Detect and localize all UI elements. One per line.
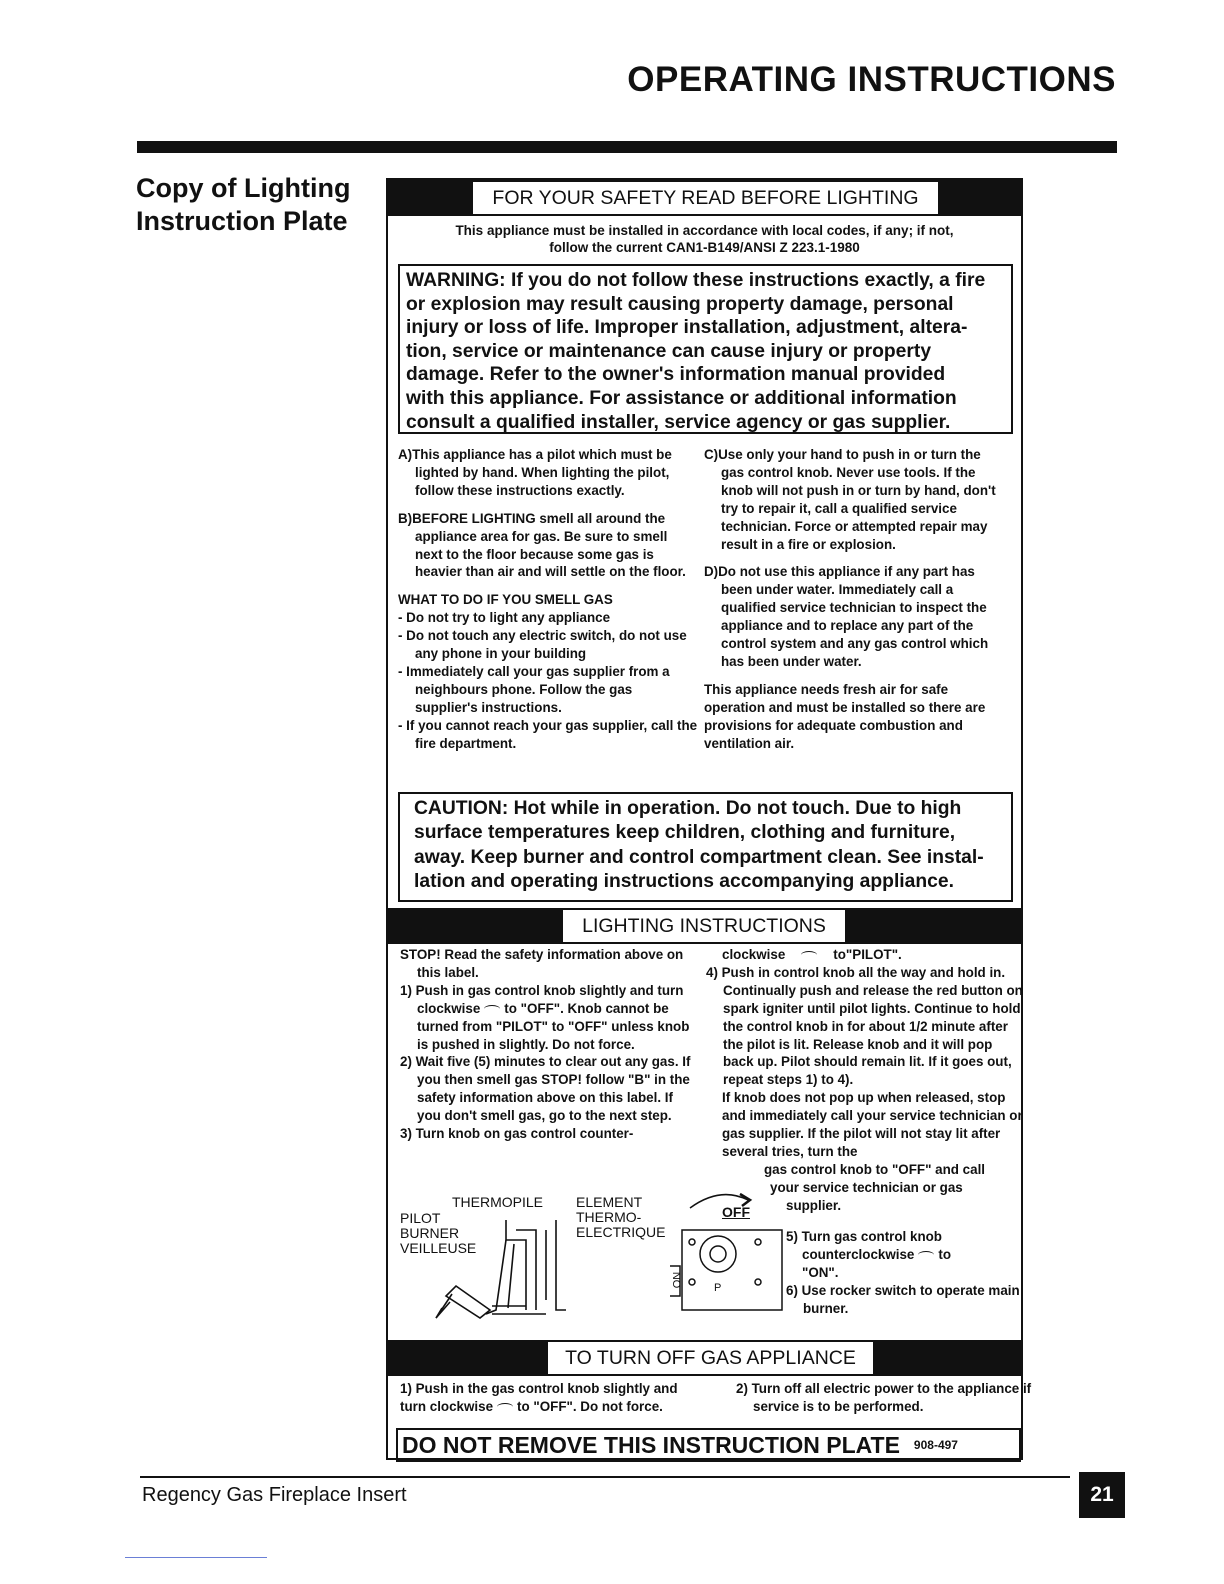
footer-text: Regency Gas Fireplace Insert [142, 1484, 407, 1506]
turn-off-heading: TO TURN OFF GAS APPLIANCE [548, 1342, 873, 1374]
turn-off-step-1-a: 1) Push in the gas control knob slightly and [400, 1381, 678, 1396]
lighting-instruction-plate [386, 178, 1032, 1460]
caution-line: CAUTION: Hot while in operation. Do not touch. Due to high [414, 798, 962, 819]
lighting-step-5-on: "ON". [802, 1264, 839, 1280]
turn-off-clockwise: turn clockwise [400, 1398, 494, 1414]
warning-line: or explosion may result causing property damage, personal [406, 293, 954, 315]
safety-heading: FOR YOUR SAFETY READ BEFORE LIGHTING [473, 182, 938, 214]
lighting-heading: LIGHTING INSTRUCTIONS [563, 910, 845, 942]
smell-gas-heading: WHAT TO DO IF YOU SMELL GAS [398, 592, 613, 608]
thermo-label: THERMO- [576, 1209, 642, 1225]
step-5-counterclockwise: counterclockwise [802, 1246, 915, 1262]
turn-off-step-2: 2) Turn off all electric power to the appliance if service is to be performed. [736, 1381, 1032, 1414]
lighting-heading-band [388, 908, 1021, 944]
turn-off-step-1-b [400, 1398, 720, 1416]
lighting-step-1-cont: to "OFF". Knob cannot be turned from "PILOT" to "OFF" unless knob is pushed in slightly. Do not force. [417, 1000, 690, 1052]
electrique-label: ELECTRIQUE [576, 1224, 666, 1240]
clockwise-arrow-icon [484, 1005, 500, 1013]
link-underline [125, 1557, 267, 1558]
warning-line: consult a qualified installer, service agency or gas supplier. [406, 411, 951, 433]
thermopile-label: THERMOPILE [452, 1194, 544, 1210]
lighting-step-5: 5) Turn gas control knob [786, 1229, 942, 1244]
section-title: Copy of Lighting Instruction Plate [136, 173, 351, 236]
lighting-step-4-off: gas control knob to "OFF" and call [764, 1161, 986, 1177]
lighting-step-5-dir [786, 1246, 1022, 1264]
smell-gas-step: - Immediately call your gas supplier from a neighbours phone. Follow the gas supplier's instructions. [398, 663, 670, 715]
safety-info-left [398, 446, 698, 753]
counterclockwise-arrow-icon [801, 951, 817, 959]
compliance-note [398, 222, 1011, 256]
smell-gas-step: - Do not try to light any appliance [398, 610, 611, 626]
warning-box [398, 264, 1013, 434]
pilot-mark-label: P [714, 1282, 722, 1294]
warning-line: WARNING: If you do not follow these instructions exactly, a fire [406, 270, 986, 291]
safety-item-a: A)This appliance has a pilot which must be lighted by hand. When lighting the pilot, follow these instructions exactly. [398, 447, 672, 498]
lighting-step-6: 6) Use rocker switch to operate main burner. [786, 1282, 1020, 1316]
page-number: 21 [1079, 1472, 1125, 1518]
do-not-remove-text: DO NOT REMOVE THIS INSTRUCTION PLATE [402, 1431, 900, 1458]
warning-line: tion, service or maintenance can cause injury or property [406, 340, 932, 362]
page-header-title: OPERATING INSTRUCTIONS [627, 60, 1116, 99]
off-label: OFF [722, 1204, 750, 1220]
lighting-step-4-call: your service technician or gas [770, 1179, 963, 1195]
smell-gas-step: - Do not touch any electric switch, do not use any phone in your building [398, 628, 687, 662]
step-5-to: to [938, 1246, 952, 1262]
safety-item-d: D)Do not use this appliance if any part has been under water. Immediately call a qualified service technician to inspect the appliance and to replace any part of the control system and any gas control which has been under water. [704, 564, 989, 669]
lighting-step-1 [400, 982, 700, 1054]
safety-item-c: C)Use only your hand to push in or turn the gas control knob. Never use tools. If the knob will not push in or turn by hand, don't try to repair it, call a qualified service technician. Force or attempted repair may result in a fire or explosion. [704, 447, 996, 552]
safety-heading-band [388, 180, 1021, 216]
burner-label: BURNER [400, 1225, 460, 1241]
smell-gas-step: - If you cannot reach your gas supplier, call the fire department. [398, 717, 698, 751]
lighting-step-4: 4) Push in control knob all the way and hold in. Continually push and release the red button on spark igniter until pilot lights. Continue to hold the control knob in for about 1/2 minute after the pilot is lit. Release knob and it will pop back up. Pilot should remain lit. If it goes out, repeat steps 1) to 4). [706, 964, 1023, 1088]
header-rule [137, 141, 1117, 153]
caution-box [398, 792, 1013, 902]
thermopile-drawing [396, 1190, 696, 1340]
lighting-step-3-cont [706, 946, 1024, 964]
veilleuse-label: VEILLEUSE [400, 1240, 477, 1256]
do-not-remove-notice [396, 1428, 1021, 1462]
compliance-line-2: follow the current CAN1-B149/ANSI Z 223.1-1980 [549, 240, 860, 255]
gas-valve-drawing [670, 1180, 790, 1320]
warning-line: injury or loss of life. Improper installation, adjustment, altera- [406, 317, 968, 339]
lighting-steps-5-6 [786, 1228, 1022, 1318]
lighting-step-4-warning: If knob does not pop up when released, stop and immediately call your service technician or gas supplier. If the pilot will not stay lit after several tries, turn the [722, 1090, 1023, 1159]
lighting-steps-left [400, 946, 700, 1143]
warning-line: with this appliance. For assistance or additional information [406, 387, 957, 409]
step-3-clockwise: clockwise [722, 947, 786, 962]
part-number: 908-497 [913, 1438, 958, 1452]
on-label: ON [671, 1271, 684, 1289]
warning-line: damage. Refer to the owner's information manual provided [406, 364, 946, 386]
footer-rule [140, 1476, 1070, 1478]
lighting-stop-note: STOP! Read the safety information above on this label. [400, 947, 684, 980]
compliance-line-1: This appliance must be installed in accordance with local codes, if any; if not, [455, 223, 954, 238]
pilot-label: PILOT [400, 1210, 441, 1226]
caution-line: lation and operating instructions accompanying appliance. [414, 871, 954, 893]
step-3-pilot: to"PILOT". [833, 947, 902, 962]
lighting-step-3: 3) Turn knob on gas control counter- [400, 1126, 634, 1142]
lighting-steps-right [706, 946, 1024, 1215]
turn-off-off: to "OFF". Do not force. [517, 1398, 663, 1414]
caution-line: surface temperatures keep children, clothing and furniture, [414, 822, 956, 844]
pilot-burner-diagram [396, 1190, 696, 1340]
lighting-step-2: 2) Wait five (5) minutes to clear out any gas. If you then smell gas STOP! follow "B" in the safety information above on this label. If you don't smell gas, go to the next step. [400, 1054, 691, 1124]
safety-item-b: B)BEFORE LIGHTING smell all around the appliance area for gas. Be sure to smell next to the floor because some gas is heavier than air and will settle on the floor. [398, 510, 686, 580]
counterclockwise-arrow-icon [918, 1251, 934, 1259]
fresh-air-note: This appliance needs fresh air for safe operation and must be installed so there are provisions for adequate combustion and ventilation air. [704, 681, 986, 751]
gas-control-valve-diagram [670, 1180, 790, 1320]
clockwise-arrow-icon [497, 1403, 513, 1411]
safety-info-right [704, 446, 1006, 753]
turn-off-heading-band [388, 1340, 1021, 1376]
turn-off-step-1 [400, 1380, 720, 1416]
element-label: ELEMENT [576, 1194, 643, 1210]
lighting-step-1-text: 1) Push in gas control knob slightly and turn clockwise [400, 982, 684, 1016]
caution-line: away. Keep burner and control compartment clean. See instal- [414, 846, 984, 868]
lighting-step-4-supplier: supplier. [786, 1197, 842, 1213]
